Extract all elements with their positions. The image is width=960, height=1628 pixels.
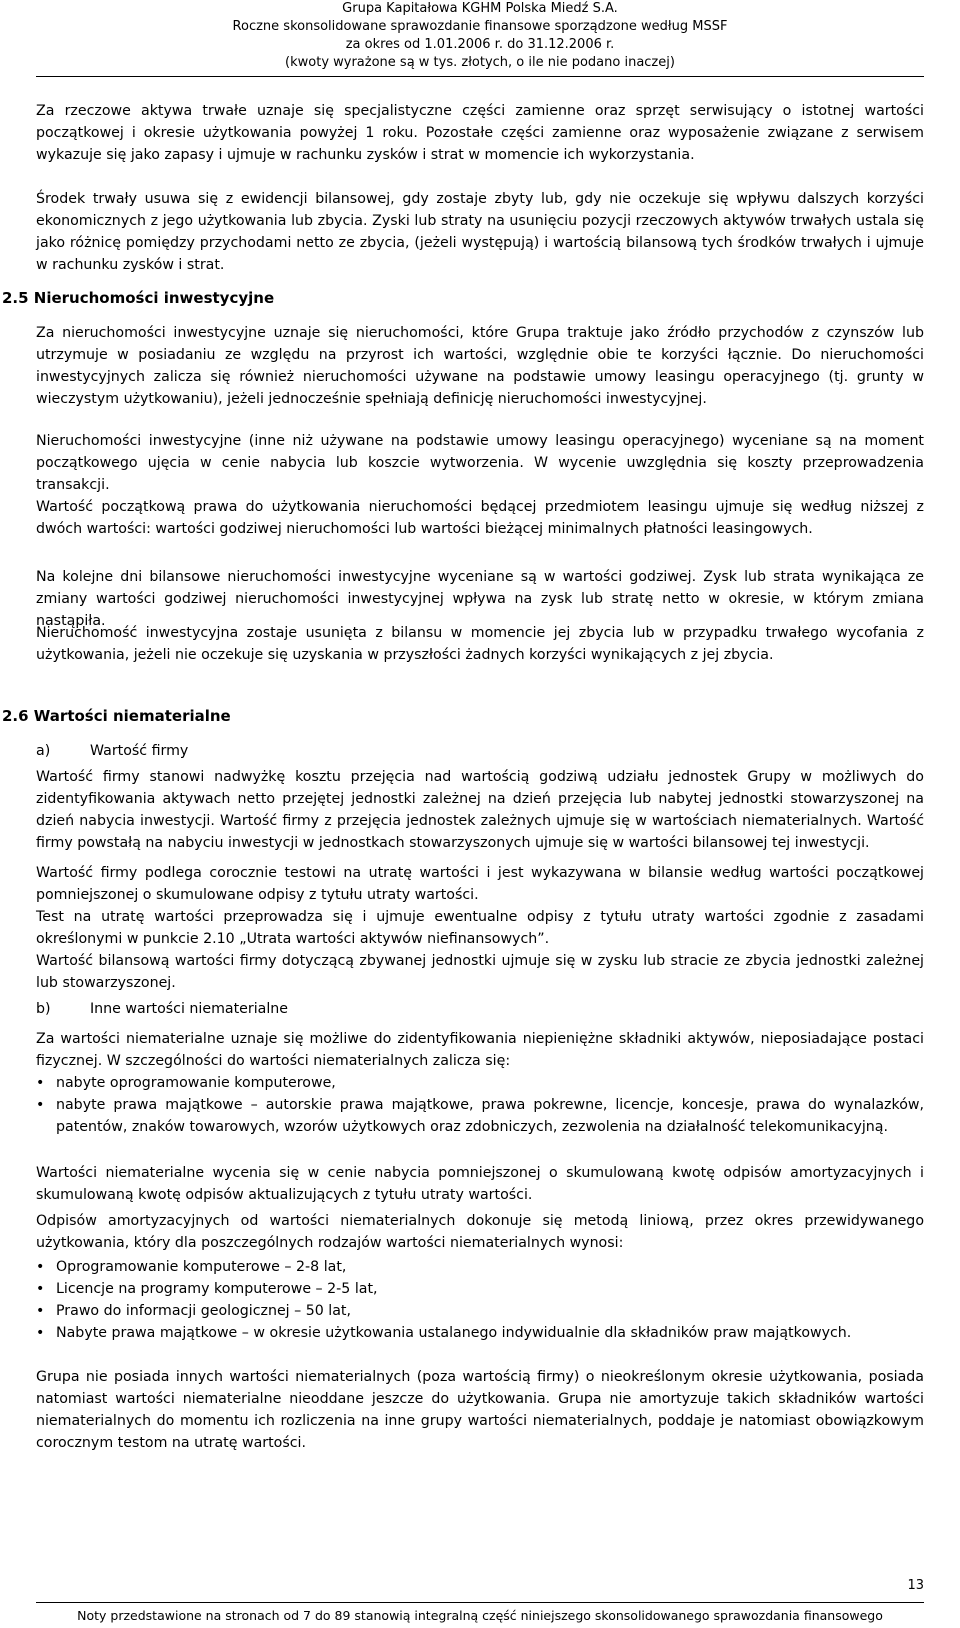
list-item-text: Nabyte prawa majątkowe – w okresie użytkowania ustalanego indywidualnie dla składników praw majątkowych.: [56, 1325, 852, 1341]
intangibles-paragraph-3: Odpisów amortyzacyjnych od wartości niematerialnych dokonuje się metodą liniową, przez okres przewidywanego użytkowania, który dla poszczególnych rodzajów wartości niematerialnych wynosi:: [36, 1213, 924, 1251]
section-heading-2-5: 2.5 Nieruchomości inwestycyjne: [2, 289, 275, 307]
subsection-b-title: [36, 998, 288, 1020]
intangibles-list-1: [36, 1072, 924, 1138]
page-footer: Noty przedstawione na stronach od 7 do 89 stanowią integralną część niniejszego skonsolidowanego sprawozdania finansowego: [77, 1608, 883, 1623]
subsection-b-text: Inne wartości niematerialne: [90, 1001, 289, 1017]
goodwill-paragraph-4: Wartość bilansową wartości firmy dotyczącą zbywanej jednostki ujmuje się w zysku lub stracie ze zbycia jednostki zależnej lub stowarzyszonej.: [36, 953, 924, 991]
header-units-note: (kwoty wyrażone są w tys. złotych, o ile nie podano inaczej): [285, 55, 675, 70]
bullet-icon: •: [36, 1075, 45, 1091]
header-report-title: Roczne skonsolidowane sprawozdanie finansowe sporządzone według MSSF: [232, 19, 728, 34]
list-item: [36, 1322, 924, 1344]
section-2-5-paragraph-4: Na kolejne dni bilansowe nieruchomości inwestycyjne wyceniane są w wartości godziwej. Zysk lub strata wynikająca ze zmiany wartości godziwej nieruchomości inwestycyjnej wpływa na zysk lub stratę netto w okresie, w którym zmiana nastąpiła.: [36, 569, 924, 629]
footer-rule: [36, 1602, 924, 1603]
page-number: 13: [907, 1578, 924, 1593]
list-item-text: Prawo do informacji geologicznej – 50 lat,: [56, 1303, 351, 1319]
section-2-5-paragraph-2: Nieruchomości inwestycyjne (inne niż używane na podstawie umowy leasingu operacyjnego) wyceniane są na moment początkowego ujęcia w cenie nabycia lub koszcie wytworzenia. W wycenie uwzględnia się koszty przeprowadzenia transakcji.: [36, 433, 924, 493]
intangibles-paragraph-1: Za wartości niematerialne uznaje się możliwe do zidentyfikowania niepieniężne składniki aktywów, nieposiadające postaci fizycznej. W szczególności do wartości niematerialnych zalicza się:: [36, 1031, 924, 1069]
header-company: Grupa Kapitałowa KGHM Polska Miedź S.A.: [342, 1, 618, 16]
bullet-icon: •: [36, 1097, 45, 1113]
header-period: za okres od 1.01.2006 r. do 31.12.2006 r.: [345, 37, 615, 52]
list-item: [36, 1094, 924, 1138]
bullet-icon: •: [36, 1325, 45, 1341]
goodwill-paragraph-3: Test na utratę wartości przeprowadza się i ujmuje ewentualne odpisy z tytułu utraty wartości zgodnie z zasadami określonymi w punkcie 2.10 „Utrata wartości aktywów niefinansowych”.: [36, 909, 924, 947]
list-item: [36, 1278, 924, 1300]
goodwill-paragraph-1: Wartość firmy stanowi nadwyżkę kosztu przejęcia nad wartością godziwą udziału jednostek Grupy w możliwych do zidentyfikowania aktywach netto przejętej jednostki zależnej na dzień przejęcia lub nabytej jednostki stowarzyszonej na dzień nabycia inwestycji. Wartość firmy z przejęcia jednostek zależnych ujmuje się w wartościach niematerialnych. Wartość firmy powstałą na nabyciu inwestycji w jednostkach stowarzyszonych ujmuje się w wartości bilansowej tej inwestycji.: [36, 769, 924, 851]
bullet-icon: •: [36, 1303, 45, 1319]
list-item: [36, 1256, 924, 1278]
list-item-text: nabyte prawa majątkowe – autorskie prawa majątkowe, prawa pokrewne, licencje, koncesje, prawa do wynalazków, patentów, znaków towarowych, wzorów użytkowych oraz zdobniczych, zezwolenia na działalność telekomunikacyjną.: [56, 1097, 924, 1135]
list-item-text: Oprogramowanie komputerowe – 2-8 lat,: [56, 1259, 347, 1275]
intro-paragraph-1: Za rzeczowe aktywa trwałe uznaje się specjalistyczne części zamienne oraz sprzęt serwisujący o istotnej wartości początkowej i okresie użytkowania powyżej 1 roku. Pozostałe części zamienne oraz wyposażenie związane z serwisem wykazuje się jako zapasy i ujmuje w rachunku zysków i strat w momencie ich wykorzystania.: [36, 103, 924, 163]
intangibles-paragraph-2: Wartości niematerialne wycenia się w cenie nabycia pomniejszonej o skumulowaną kwotę odpisów amortyzacyjnych i skumulowaną kwotę odpisów aktualizujących z tytułu utraty wartości.: [36, 1165, 924, 1203]
section-heading-2-6: 2.6 Wartości niematerialne: [2, 707, 231, 725]
subsection-a-title: [36, 740, 188, 762]
header-rule: [36, 76, 924, 77]
list-item: [36, 1072, 924, 1094]
bullet-icon: •: [36, 1259, 45, 1275]
intro-paragraph-2: Środek trwały usuwa się z ewidencji bilansowej, gdy zostaje zbyty lub, gdy nie oczekuje się wpływu dalszych korzyści ekonomicznych z jego użytkowania lub zbycia. Zyski lub straty na usunięciu pozycji rzeczowych aktywów trwałych ustala się jako różnicę pomiędzy przychodami netto ze zbycia, (jeżeli występują) i wartością bilansową tych środków trwałych i ujmuje w rachunku zysków i strat.: [36, 191, 924, 273]
subsection-b-label: b): [36, 1001, 51, 1017]
goodwill-paragraph-2: Wartość firmy podlega corocznie testowi na utratę wartości i jest wykazywana w bilansie według wartości początkowej pomniejszonej o skumulowane odpisy z tytułu utraty wartości.: [36, 865, 924, 903]
list-item: [36, 1300, 924, 1322]
section-2-5-paragraph-5: Nieruchomość inwestycyjna zostaje usunięta z bilansu w momencie jej zbycia lub w przypadku trwałego wycofania z użytkowania, jeżeli nie oczekuje się uzyskania w przyszłości żadnych korzyści wynikających z jej zbycia.: [36, 625, 924, 663]
subsection-a-text: Wartość firmy: [90, 743, 189, 759]
bullet-icon: •: [36, 1281, 45, 1297]
subsection-a-label: a): [36, 743, 51, 759]
amortization-periods-list: [36, 1256, 924, 1344]
page-header: [0, 0, 960, 72]
section-2-5-paragraph-1: Za nieruchomości inwestycyjne uznaje się nieruchomości, które Grupa traktuje jako źródło przychodów z czynszów lub utrzymuje w posiadaniu ze względu na przyrost ich wartości, względnie obie te korzyści łącznie. Do nieruchomości inwestycyjnych zalicza się również nieruchomości używane na podstawie umowy leasingu operacyjnego (tj. grunty w wieczystym użytkowaniu), jeżeli jednocześnie spełniają definicję nieruchomości inwestycyjnej.: [36, 325, 924, 407]
section-2-5-paragraph-3: Wartość początkową prawa do użytkowania nieruchomości będącej przedmiotem leasingu ujmuje się według niższej z dwóch wartości: wartości godziwej nieruchomości lub wartości bieżącej minimalnych płatności leasingowych.: [36, 499, 924, 537]
list-item-text: nabyte oprogramowanie komputerowe,: [56, 1075, 336, 1091]
intangibles-paragraph-4: Grupa nie posiada innych wartości niematerialnych (poza wartością firmy) o nieokreślonym okresie użytkowania, posiada natomiast wartości niematerialne nieoddane jeszcze do użytkowania. Grupa nie amortyzuje takich składników wartości niematerialnych do momentu ich rozliczenia na inne grupy wartości niematerialnych, poddaje je natomiast obowiązkowym corocznym testom na utratę wartości.: [36, 1369, 924, 1451]
list-item-text: Licencje na programy komputerowe – 2-5 lat,: [56, 1281, 378, 1297]
